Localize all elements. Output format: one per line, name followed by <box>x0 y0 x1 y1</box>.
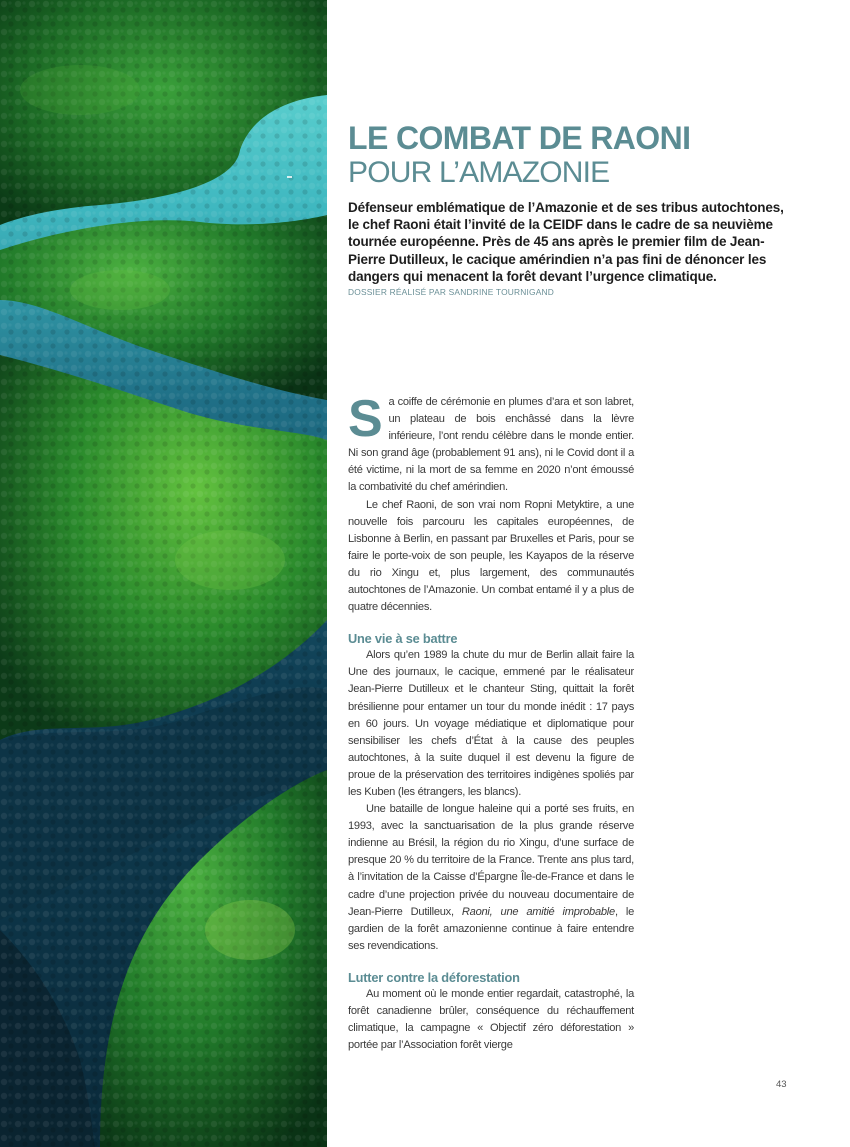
article-title: LE COMBAT DE RAONI <box>348 120 691 156</box>
paragraph: Au moment où le monde entier regardait, catastrophé, la forêt canadienne brûler, conséquence du réchauffement climatique, la campagne « Objectif zéro déforestation » portée par l’Association forêt vierge <box>348 987 634 1052</box>
article-subtitle: POUR L’AMAZONIE <box>348 156 610 189</box>
paragraph-text: Une bataille de longue haleine qui a porté ses fruits, en 1993, avec la sanctuarisation de la plus grande réserve indienne au Brésil, la région du rio Xingu, d’une surface de presque 20 % du territoire de la France. Trente ans plus tard, à l’invitation de la Caisse d’Épargne Île-de-France et dans le cadre d’une projection privée du nouveau documentaire de Jean-Pierre Dutilleux, <box>348 803 634 918</box>
drop-cap: S <box>348 390 383 448</box>
aerial-amazon-photo <box>0 0 327 1147</box>
paragraph: Alors qu’en 1989 la chute du mur de Berlin allait faire la Une des journaux, le cacique, emmené par le réalisateur Jean-Pierre Dutilleux et le chanteur Sting, quittait la forêt brésilienne pour entamer un tour du monde inédit : 17 pays en 60 jours. Un voyage médiatique et diplomatique pour sensibiliser les chefs d’État à la cause des peuples autochtones, à la suite duquel il est devenu la figure de proue de la préservation des territoires indigènes spoliés par les Kuben (les étrangers, les blancs). <box>348 649 634 798</box>
paragraph-text: , le gardien de la forêt amazonienne continue à faire entendre ses revendications. <box>348 905 634 952</box>
page-number: 43 <box>776 1079 787 1090</box>
paragraph-text: a coiffe de cérémonie en plumes d’ara et son labret, un plateau de bois enchâssé dans la lèvre inférieure, l’ont rendu célèbre dans le monde entier. Ni son grand âge (probablement 91 ans), ni le Covid dont il a été victime, ni la mort de sa femme en 2020 n’ont émoussé la combativité du chef amérindien. <box>348 396 634 494</box>
film-title: Raoni, une amitié improbable <box>461 905 615 918</box>
article-credit: DOSSIER RÉALISÉ PAR SANDRINE TOURNIGAND <box>348 287 555 297</box>
section-heading: Lutter contre la déforestation <box>348 969 520 985</box>
article-body <box>348 390 634 1054</box>
paragraph: Le chef Raoni, de son vrai nom Ropni Metyktire, a une nouvelle fois parcouru les capitales européennes, de Lisbonne à Berlin, en passant par Bruxelles et Paris, pour se faire le porte-voix de son peuple, les Kayapos de la réserve du rio Xingu et, plus largement, des communautés autochtones de l’Amazonie. Un combat entamé il y a plus de quatre décennies. <box>348 498 634 614</box>
paragraph <box>348 390 634 497</box>
article-lede: Défenseur emblématique de l’Amazonie et de ses tribus autochtones, le chef Raoni était l’invité de la CEIDF dans le cadre de sa neuvième tournée européenne. Près de 45 ans après le premier film de Jean-Pierre Dutilleux, le cacique amérindien n’a pas fini de dénoncer les dangers qui menacent la forêt devant l’urgence climatique. <box>348 200 784 284</box>
paragraph <box>348 801 634 955</box>
section-heading: Une vie à se battre <box>348 631 458 647</box>
